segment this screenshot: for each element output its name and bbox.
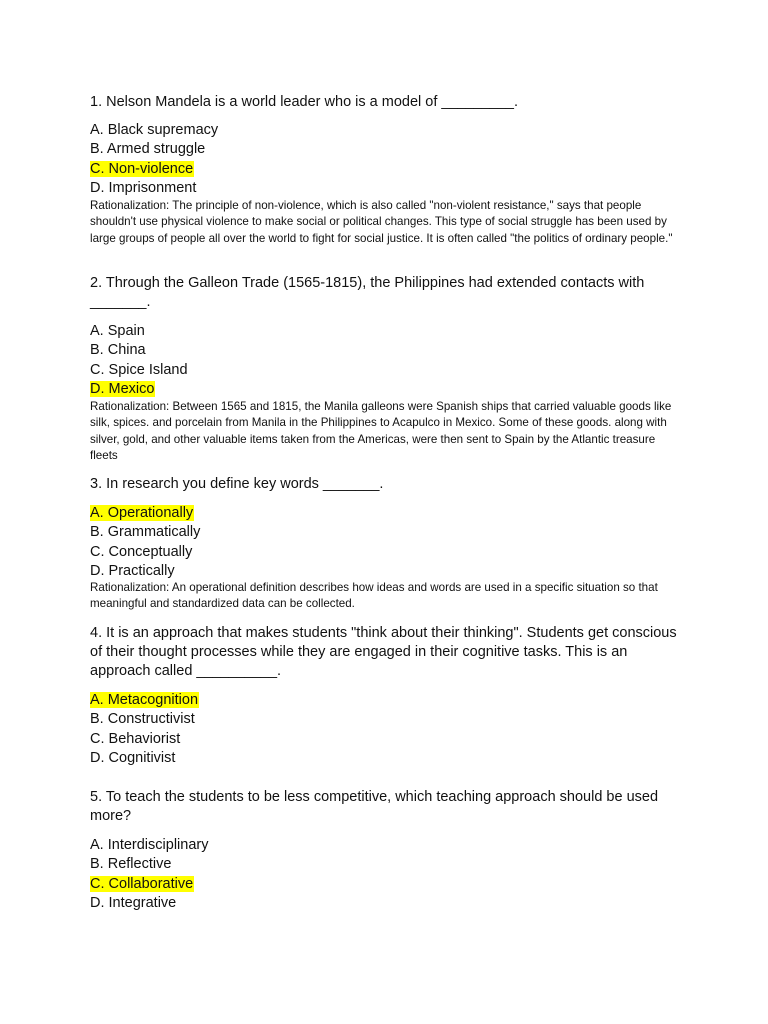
option-1a: A. Black supremacy <box>90 122 219 138</box>
option-3c: C. Conceptually <box>90 543 193 560</box>
option-3d: D. Practically <box>90 562 175 579</box>
option-2a: A. Spain <box>90 323 145 339</box>
question-3: 3. In research you define key words _______. <box>90 476 384 492</box>
options-1 <box>90 121 680 198</box>
option-1d: D. Imprisonment <box>90 179 197 196</box>
option-5d: D. Integrative <box>90 894 177 911</box>
question-5: 5. To teach the students to be less competitive, which teaching approach should be used more? <box>90 789 659 824</box>
option-4a-answer: A. Metacognition <box>90 692 199 708</box>
question-2: 2. Through the Galleon Trade (1565-1815), the Philippines had extended contacts with _______. <box>90 275 645 310</box>
option-1b: B. Armed struggle <box>90 141 206 158</box>
rationale-3: Rationalization: An operational definition describes how ideas and words are used in a specific situation so that meaningful and standardized data can be collected. <box>90 581 658 611</box>
question-1: 1. Nelson Mandela is a world leader who is a model of _________. <box>90 94 519 110</box>
rationale-1: Rationalization: The principle of non-violence, which is also called "non-violent resistance," says that people shouldn't use physical violence to make social or political changes. This type of social struggle has been used by large groups of people all over the world to fight for social justice. It is often called "the politics of ordinary people." <box>90 199 673 245</box>
option-1c-answer: C. Non-violence <box>90 160 194 177</box>
option-5c-answer: C. Collaborative <box>90 875 194 892</box>
question-4: 4. It is an approach that makes students "think about their thinking". Students get conscious of their thought processes while they are engaged in their cognitive tasks. This is an approach called __________. <box>90 625 677 679</box>
option-5b: B. Reflective <box>90 856 172 873</box>
options-5 <box>90 836 680 913</box>
option-4c: C. Behaviorist <box>90 730 181 747</box>
option-3a-answer: A. Operationally <box>90 505 194 521</box>
option-5a: A. Interdisciplinary <box>90 837 209 853</box>
options-4 <box>90 691 680 768</box>
option-4d: D. Cognitivist <box>90 749 176 766</box>
option-2c: C. Spice Island <box>90 361 188 378</box>
option-4b: B. Constructivist <box>90 711 195 728</box>
option-2b: B. China <box>90 342 146 359</box>
options-3 <box>90 504 680 581</box>
rationale-2: Rationalization: Between 1565 and 1815, the Manila galleons were Spanish ships that carried valuable goods like silk, spices. and porcelain from Manila in the Philippines to Acapulco in Mexico. Some of these goods. along with silver, gold, and other valuable items taken from the Americas, were then sent to Spain by the Atlantic treasure fleets <box>90 400 672 462</box>
option-3b: B. Grammatically <box>90 524 201 541</box>
option-2d-answer: D. Mexico <box>90 380 155 397</box>
options-2 <box>90 322 680 399</box>
